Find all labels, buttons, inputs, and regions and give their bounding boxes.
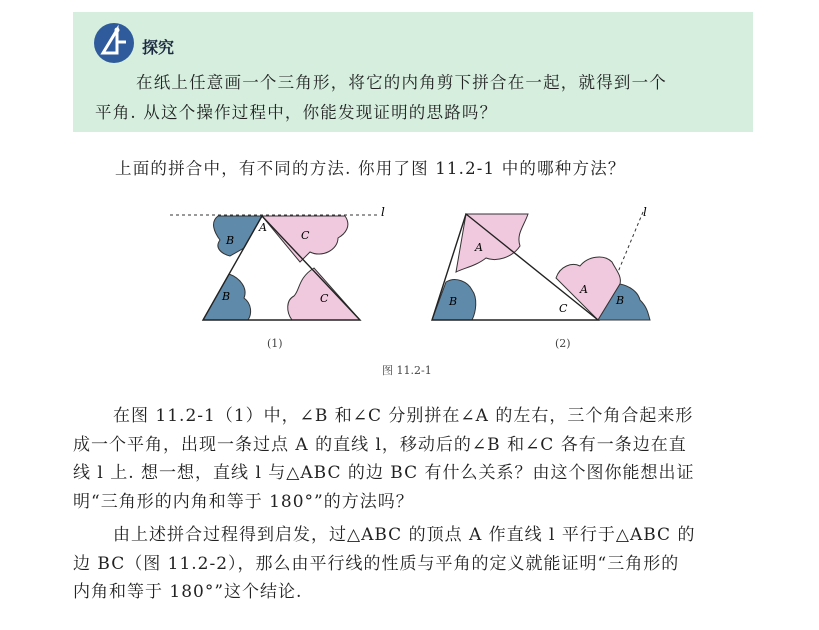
explore-text-line-2: 平角. 从这个操作过程中，你能发现证明的思路吗？ — [95, 103, 498, 122]
body-text — [73, 402, 763, 607]
explore-title: 探究 — [142, 38, 175, 57]
fig2-sublabel: (2) — [555, 337, 571, 350]
fig1-moved-c-label: C — [301, 229, 310, 242]
explore-text-line-1: 在纸上任意画一个三角形，将它的内角剪下拼合在一起，就得到一个 — [136, 73, 667, 92]
fig2-a-label: A — [475, 241, 483, 254]
fig2-c-label: C — [559, 302, 568, 315]
fig1-moved-b-label: B — [226, 234, 235, 247]
body-p1-line-2: 成一个平角，出现一条过点 A 的直线 l，移动后的∠B 和∠C 各有一条边在直 — [73, 434, 687, 455]
fig1-l-label: l — [381, 205, 385, 219]
fig2-moved-a-label: A — [580, 283, 588, 296]
fig2-a-corner — [456, 214, 528, 272]
question-text: 上面的拼合中，有不同的方法. 你用了图 11.2-1 中的哪种方法？ — [115, 159, 626, 178]
body-p1-line-3: 线 l 上. 想一想，直线 l 与△ABC 的边 BC 有什么关系？由这个图你能想出证 — [73, 463, 695, 483]
body-p2-line-1: 由上述拼合过程得到启发，过△ABC 的顶点 A 作直线 l 平行于△ABC 的 — [113, 525, 696, 545]
fig2-l-label: l — [643, 205, 647, 219]
fig1-sublabel: (1) — [267, 337, 283, 350]
fig1-b-label: B — [222, 290, 231, 303]
figure-caption: 图 11.2-1 — [382, 364, 432, 377]
fig1-a-label: A — [259, 221, 267, 234]
body-p1-line-1: 在图 11.2-1（1）中，∠B 和∠C 分别拼在∠A 的左右，三个角合起来形 — [113, 406, 694, 426]
fig1-moved-b-piece — [214, 216, 262, 256]
body-p1-line-4: 明“三角形的内角和等于 180°”的方法吗？ — [73, 491, 414, 512]
body-p2-line-3: 内角和等于 180°”这个结论. — [73, 582, 303, 602]
figure-1 — [170, 215, 380, 320]
fig2-moved-b-label: B — [616, 294, 625, 307]
fig1-c-label: C — [320, 292, 329, 305]
fig2-b-label: B — [449, 295, 458, 308]
body-p2-line-2: 边 BC（图 11.2-2），那么由平行线的性质与平角的定义就能证明“三角形的 — [73, 553, 680, 574]
